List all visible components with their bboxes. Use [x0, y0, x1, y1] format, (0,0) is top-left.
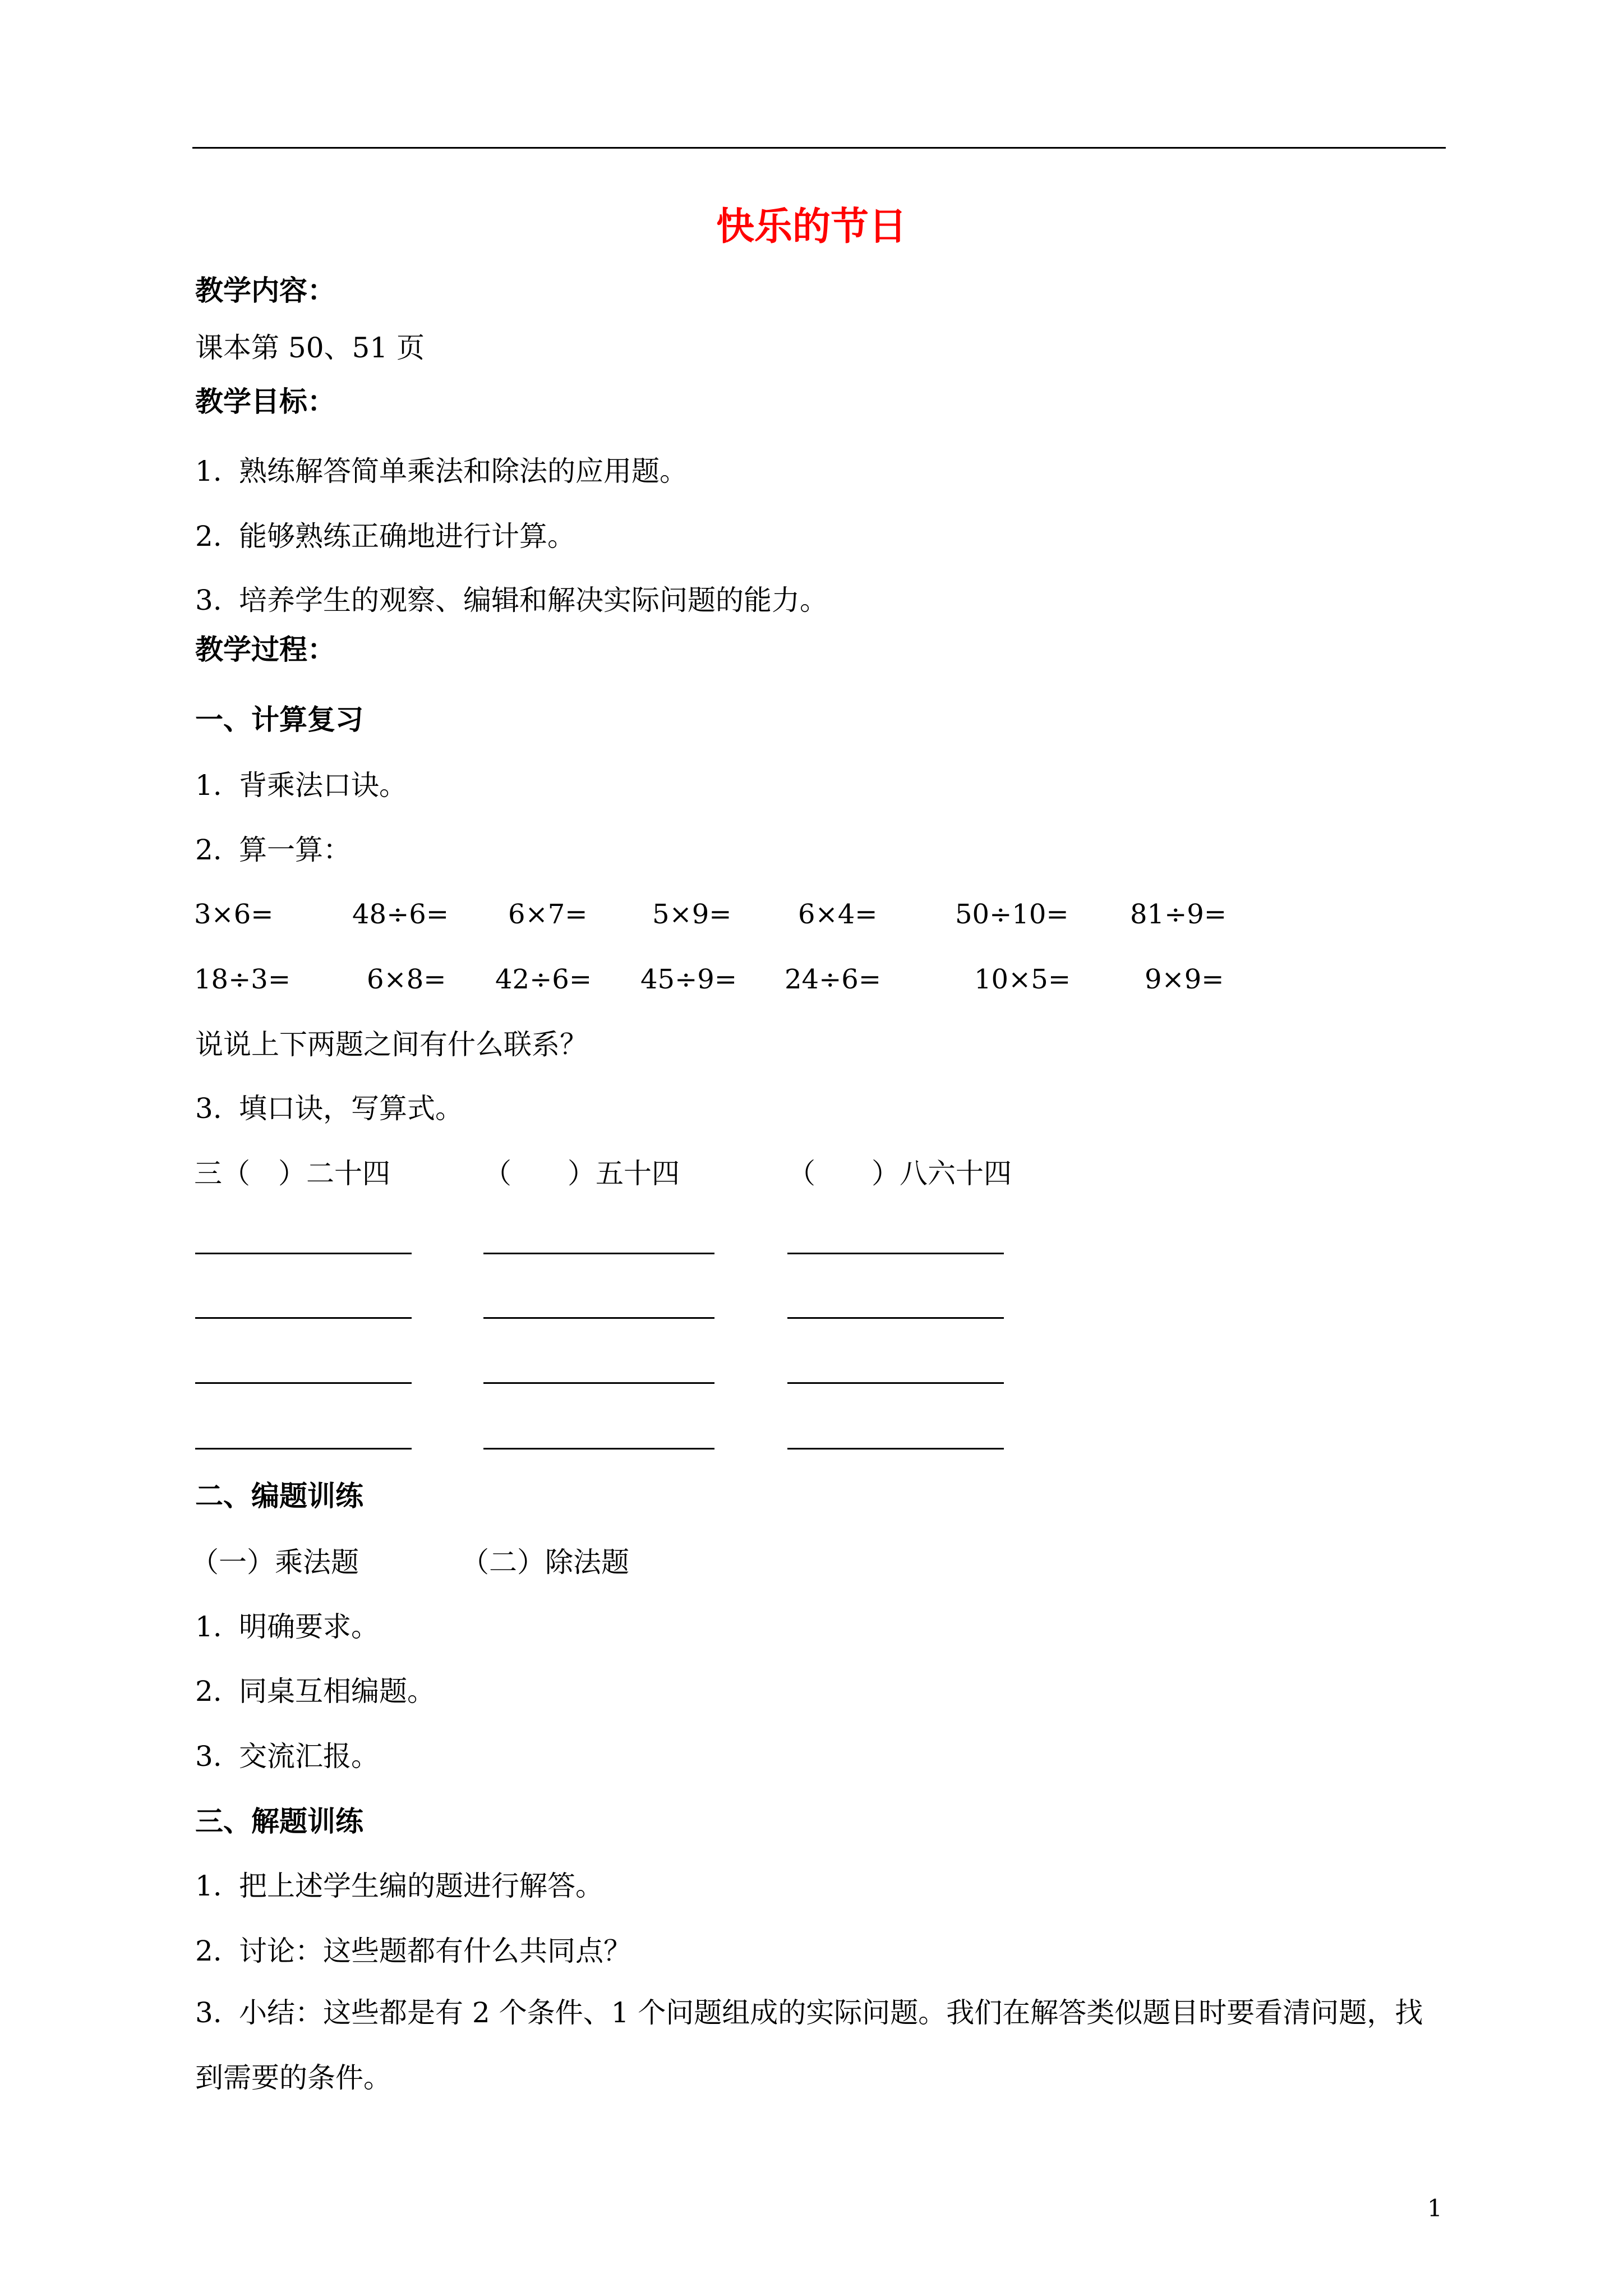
goal-text: 熟练解答简单乘法和除法的应用题。: [239, 455, 688, 487]
item-text: 算一算：: [239, 834, 351, 866]
page-number: 1: [1427, 2194, 1442, 2222]
relation-question: 说说上下两题之间有什么联系？: [195, 1028, 588, 1061]
calc-problem: 45÷9=: [640, 964, 737, 995]
answer-blank[interactable]: [483, 1317, 714, 1319]
calc-problem: 24÷6=: [785, 964, 882, 995]
calc-problem: 50÷10=: [955, 899, 1069, 930]
answer-blank[interactable]: [787, 1382, 1004, 1384]
calc-problem: 3×6=: [194, 899, 274, 930]
summary-paragraph: [195, 1980, 1446, 2110]
part1-item: [195, 833, 351, 867]
header-rule: [192, 147, 1446, 149]
answer-blank[interactable]: [195, 1317, 412, 1319]
goal-number: 1.: [195, 455, 222, 487]
goal-number: 3.: [195, 584, 222, 616]
item-text: 同桌互相编题。: [239, 1675, 435, 1708]
goal-item: [195, 454, 688, 488]
answer-blank[interactable]: [195, 1253, 412, 1254]
item-number: 2.: [195, 834, 222, 866]
part1-item: [195, 769, 407, 802]
calc-row-2: [0, 963, 1623, 996]
answer-blank[interactable]: [483, 1382, 714, 1384]
item-number: 1.: [195, 1870, 222, 1902]
item-number: 3.: [195, 1996, 222, 2029]
calc-row-1: [0, 898, 1623, 931]
goal-item: [195, 583, 828, 617]
answer-blank[interactable]: [195, 1448, 412, 1450]
calc-problem: 42÷6=: [495, 964, 592, 995]
part2-item: [195, 1674, 435, 1708]
goal-text: 能够熟练正确地进行计算。: [239, 520, 575, 553]
part3-heading: 三、解题训练: [195, 1805, 363, 1838]
multiplication-subheading: （一）乘法题: [191, 1546, 359, 1579]
calc-problem: 9×9=: [1145, 964, 1224, 995]
calc-problem: 6×4=: [798, 899, 878, 930]
answer-blank[interactable]: [483, 1448, 714, 1450]
item-number: 1.: [195, 1611, 222, 1643]
content-heading: 教学内容：: [195, 274, 335, 307]
calc-problem: 81÷9=: [1130, 899, 1227, 930]
calc-problem: 6×7=: [508, 899, 588, 930]
part2-item: [195, 1740, 379, 1773]
calc-problem: 5×9=: [652, 899, 732, 930]
item-text: 讨论：这些题都有什么共同点？: [239, 1935, 631, 1967]
item-number: 1.: [195, 769, 222, 802]
item-number: 2.: [195, 1935, 222, 1967]
goal-number: 2.: [195, 520, 222, 553]
calc-problem: 18÷3=: [194, 964, 291, 995]
content-text: 课本第 50、51 页: [195, 332, 425, 364]
item-number: 3.: [195, 1740, 222, 1773]
answer-blank[interactable]: [787, 1317, 1004, 1319]
division-subheading: （二）除法题: [461, 1546, 629, 1579]
calc-problem: 48÷6=: [352, 899, 449, 930]
fill-label: （ ）五十四: [483, 1157, 680, 1190]
process-heading: 教学过程：: [195, 633, 335, 666]
answer-blank[interactable]: [787, 1448, 1004, 1450]
fill-label: （ ）八六十四: [787, 1157, 1012, 1190]
item-number: 3.: [195, 1092, 222, 1125]
goal-item: [195, 519, 575, 553]
part2-heading: 二、编题训练: [195, 1480, 363, 1512]
goals-heading: 教学目标：: [195, 385, 335, 418]
calc-problem: 10×5=: [974, 964, 1071, 995]
item-text: 明确要求。: [239, 1611, 379, 1643]
summary-text: 小结：这些都是有 2 个条件、1 个问题组成的实际问题。我们在解答类似题目时要看清问题，找到需要的条件。: [195, 1996, 1423, 2094]
part2-item: [195, 1610, 379, 1644]
calc-problem: 6×8=: [367, 964, 446, 995]
item-text: 交流汇报。: [239, 1740, 379, 1773]
fill-label: 三（ ）二十四: [194, 1157, 390, 1190]
part1-heading: 一、计算复习: [195, 703, 363, 736]
item-text: 填口诀，写算式。: [239, 1092, 463, 1125]
answer-blank[interactable]: [195, 1382, 412, 1384]
goal-text: 培养学生的观察、编辑和解决实际问题的能力。: [239, 584, 828, 616]
part3-item: [195, 1934, 631, 1968]
answer-blank[interactable]: [787, 1253, 1004, 1254]
item-text: 把上述学生编的题进行解答。: [239, 1870, 603, 1902]
item-text: 背乘法口诀。: [239, 769, 407, 802]
answer-blank[interactable]: [483, 1253, 714, 1254]
page-title: 快乐的节日: [716, 205, 907, 249]
item-number: 2.: [195, 1675, 222, 1708]
part3-item: [195, 1869, 603, 1903]
part1-item: [195, 1092, 463, 1125]
